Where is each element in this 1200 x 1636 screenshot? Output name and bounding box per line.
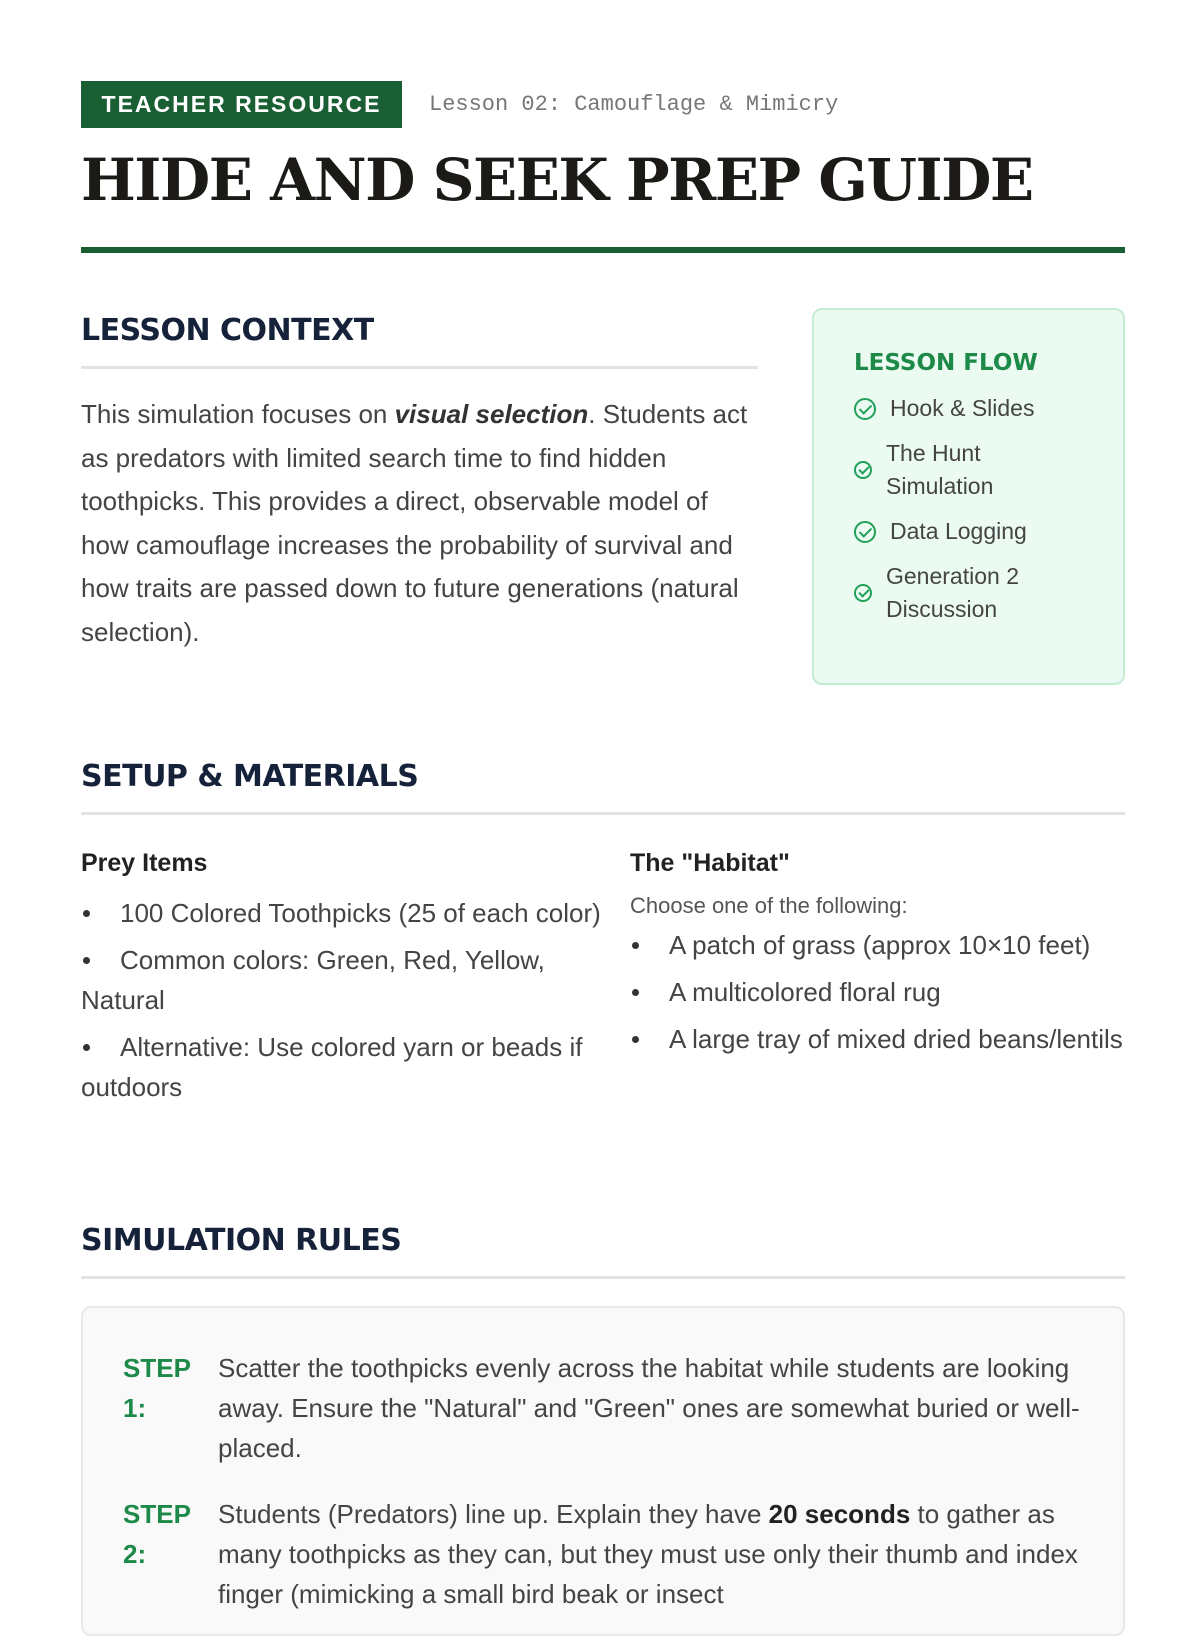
lesson-flow-item bbox=[854, 515, 1103, 548]
setup-materials-section bbox=[81, 752, 1125, 1114]
context-text-emphasis: visual selection bbox=[394, 399, 589, 429]
lesson-context-section bbox=[81, 306, 758, 654]
step-text-before: Students (Predators) line up. Explain they have bbox=[218, 1499, 769, 1529]
lesson-context-text bbox=[81, 393, 758, 654]
setup-columns bbox=[81, 845, 1125, 1114]
step-text bbox=[218, 1494, 1083, 1614]
prey-items-title: Prey Items bbox=[81, 849, 208, 877]
lesson-flow-label: The Hunt Simulation bbox=[886, 440, 994, 499]
step-text: Scatter the toothpicks evenly across the habitat while students are looking away. Ensure the "Natural" and "Green" ones are somewhat buried or well-placed. bbox=[218, 1353, 1080, 1463]
habitat-list bbox=[630, 925, 1125, 1059]
rule-step bbox=[123, 1348, 1083, 1468]
setup-materials-heading: SETUP & MATERIALS bbox=[81, 752, 1125, 815]
check-circle-icon bbox=[854, 584, 872, 602]
page-title: HIDE AND SEEK PREP GUIDE bbox=[81, 146, 1033, 214]
list-item: A multicolored floral rug bbox=[630, 972, 1125, 1012]
context-text-after: . Students act as predators with limited search time to find hidden toothpicks. This provides a direct, observable model of how camouflage increases the probability of survival and how traits are passed down to future generations (natural selection). bbox=[81, 399, 748, 647]
check-circle-icon bbox=[854, 521, 876, 543]
lesson-flow-item bbox=[854, 560, 1103, 626]
header bbox=[81, 81, 1125, 128]
lesson-flow-label: Hook & Slides bbox=[890, 395, 1035, 421]
prey-items-column bbox=[81, 845, 630, 1114]
rule-step bbox=[123, 1494, 1083, 1614]
step-text-strong: 20 seconds bbox=[768, 1499, 911, 1529]
context-text-before: This simulation focuses on bbox=[81, 399, 395, 429]
check-circle-icon bbox=[854, 461, 872, 479]
lesson-flow-box bbox=[812, 308, 1125, 685]
lesson-context-heading: LESSON CONTEXT bbox=[81, 306, 758, 369]
lesson-tag: Lesson 02: Camouflage & Mimicry bbox=[429, 92, 839, 117]
simulation-rules-heading: SIMULATION RULES bbox=[81, 1216, 1125, 1279]
list-item: A large tray of mixed dried beans/lentils bbox=[630, 1019, 1125, 1059]
step-label: STEP 1: bbox=[123, 1353, 191, 1423]
lesson-flow-item bbox=[854, 392, 1103, 425]
list-item: Common colors: Green, Red, Yellow, Natural bbox=[81, 940, 630, 1020]
rules-box bbox=[81, 1306, 1125, 1636]
check-circle-icon bbox=[854, 398, 876, 420]
step-text-after: to gather as many toothpicks as they can, but they must use only their thumb and index finger (mimicking a small bird beak or insect bbox=[218, 1499, 1078, 1609]
lesson-flow-item bbox=[854, 437, 1103, 503]
list-item: 100 Colored Toothpicks (25 of each color) bbox=[81, 893, 630, 933]
habitat-column bbox=[630, 845, 1125, 1114]
list-item: A patch of grass (approx 10×10 feet) bbox=[630, 925, 1125, 965]
simulation-rules-section bbox=[81, 1216, 1125, 1636]
habitat-title: The "Habitat" bbox=[630, 849, 790, 877]
lesson-flow-label: Data Logging bbox=[890, 518, 1027, 544]
prey-items-list bbox=[81, 893, 630, 1107]
lesson-flow-label: Generation 2 Discussion bbox=[886, 563, 1019, 622]
step-label: STEP 2: bbox=[123, 1499, 191, 1569]
habitat-subtitle: Choose one of the following: bbox=[630, 893, 908, 918]
teacher-resource-badge: TEACHER RESOURCE bbox=[81, 81, 402, 128]
list-item: Alternative: Use colored yarn or beads if outdoors bbox=[81, 1027, 630, 1107]
title-divider bbox=[81, 247, 1125, 253]
lesson-flow-title: LESSON FLOW bbox=[854, 350, 1038, 376]
